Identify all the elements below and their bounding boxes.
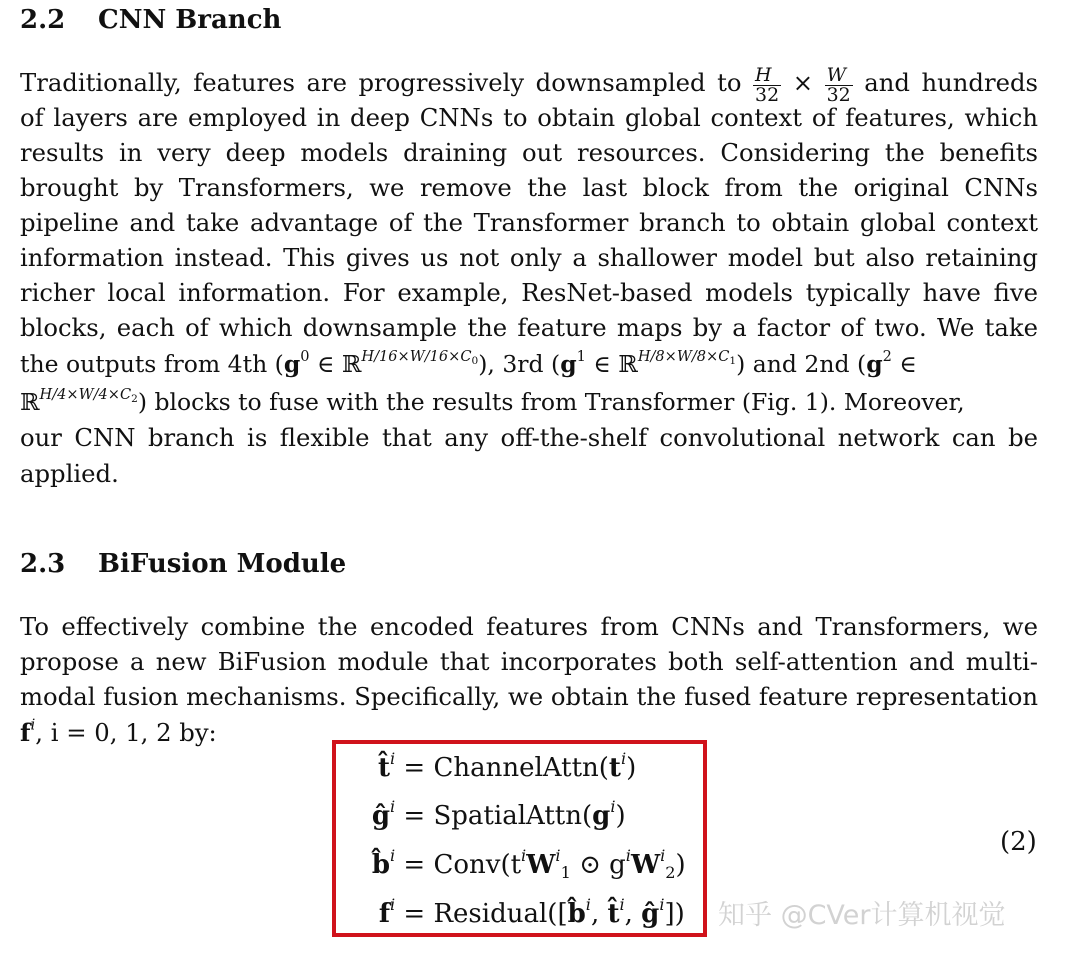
text-run: ) and 2nd ( (736, 350, 867, 378)
eq-close: ) (626, 753, 637, 783)
text-run: the outputs from 4th ( (20, 350, 284, 378)
superscript: i (619, 894, 625, 914)
eq-comma: , (624, 899, 642, 929)
eq-rhs: = SpatialAttn( (395, 801, 593, 831)
math-reals: ℝ (20, 388, 40, 416)
eq-arg: b̂ (567, 899, 586, 929)
superscript: i (610, 796, 616, 816)
math-in-reals: ∈ ℝ (309, 350, 362, 378)
superscript: i (390, 845, 396, 865)
paragraph-line: pipeline and take advantage of the Transformer branch to obtain global context (20, 208, 1038, 237)
superscript: 2 (882, 348, 892, 366)
subscript: 2 (665, 862, 676, 882)
eq-arg: t̂ (607, 899, 620, 929)
superscript: i (620, 748, 627, 768)
paragraph-line: modal fusion mechanisms. Specifically, we obtain the fused feature representation (20, 682, 1038, 711)
exponent: H/4×W/4×C (39, 386, 132, 404)
times-sign: × (792, 68, 814, 97)
exponent: H/8×W/8×C (637, 348, 730, 366)
math-g: g (866, 350, 883, 378)
eq-arg: ĝ (641, 899, 660, 929)
denominator: 32 (755, 84, 780, 107)
exponent: H/16×W/16×C (361, 348, 472, 366)
superscript: i (585, 894, 591, 914)
eq-odot: ⊙ g (570, 850, 626, 880)
section-heading-2-2 (20, 2, 281, 38)
denominator: 32 (826, 84, 851, 107)
numerator: W (825, 66, 853, 86)
section-title: CNN Branch (98, 5, 282, 35)
section-number: 2.2 (20, 5, 66, 35)
paragraph-line: of layers are employed in deep CNNs to obtain global context of features, which (20, 103, 1038, 132)
superscript: i (30, 715, 36, 734)
text-run: ) blocks to fuse with the results from Transformer (Fig. 1). Moreover, (137, 388, 965, 416)
paragraph-line: results in very deep models draining out resources. Considering the benefits (20, 138, 1038, 167)
eq-rhs: = Residual([ (395, 899, 568, 929)
eq-rhs: = ChannelAttn( (395, 753, 609, 783)
eq-lhs: t̂ (377, 753, 390, 783)
eq-close: ) (675, 850, 686, 880)
superscript: 1 (576, 348, 586, 366)
eq-lhs: ĝ (371, 801, 390, 831)
paragraph-line: brought by Transformers, we remove the last block from the original CNNs (20, 173, 1038, 202)
superscript: i (555, 845, 561, 865)
equation-spatial-attn (362, 792, 626, 840)
paragraph-line (20, 64, 1038, 107)
paragraph-line: propose a new BiFusion module that incorporates both self-attention and multi- (20, 647, 1038, 676)
section-title: BiFusion Module (98, 549, 347, 579)
math-g: g (283, 350, 301, 378)
paragraph-line: applied. (20, 459, 119, 488)
paragraph-line: information instead. This gives us not only a shallower model but also retaining (20, 243, 1038, 272)
equation-conv (362, 841, 686, 889)
superscript: i (390, 894, 396, 914)
equation-channel-attn (362, 744, 636, 792)
equation-number: (2) (1000, 827, 1037, 857)
eq-arg: g (592, 801, 611, 831)
eq-weight: W (630, 850, 661, 880)
watermark: 知乎 @CVer计算机视觉 (718, 900, 1006, 931)
equation-residual (362, 890, 685, 938)
eq-comma: , (590, 899, 608, 929)
math-f: f (20, 718, 31, 747)
math-in-reals: ∈ ℝ (585, 350, 638, 378)
eq-lhs: b̂ (371, 850, 390, 880)
text-run: Traditionally, features are progressively downsampled to (20, 68, 742, 97)
paragraph-line: To effectively combine the encoded features from CNNs and Transformers, we (20, 612, 1038, 641)
section-number: 2.3 (20, 549, 66, 579)
eq-lhs: f (378, 899, 390, 929)
exponent-subscript: 0 (471, 355, 479, 368)
superscript: i (390, 748, 396, 768)
superscript: i (521, 845, 527, 865)
text-run: and hundreds (864, 68, 1038, 97)
paragraph-line: richer local information. For example, ResNet-based models typically have five (20, 278, 1038, 307)
paragraph-line (20, 385, 1038, 420)
superscript: i (390, 796, 396, 816)
text-run: ), 3rd ( (478, 350, 561, 378)
text-run: , i = 0, 1, 2 by: (35, 718, 217, 747)
paragraph-line: our CNN branch is flexible that any off-the-shelf convolutional network can be (20, 423, 1038, 452)
superscript: i (659, 894, 665, 914)
superscript: i (660, 845, 666, 865)
numerator: H (753, 66, 781, 86)
eq-close: ]) (664, 899, 685, 929)
subscript: 1 (560, 862, 571, 882)
eq-close: ) (615, 801, 626, 831)
exponent-subscript: 1 (729, 355, 737, 368)
paragraph-line: blocks, each of which downsample the feature maps by a factor of two. We take (20, 313, 1038, 342)
section-heading-2-3 (20, 546, 346, 582)
superscript: i (625, 845, 631, 865)
exponent-subscript: 2 (131, 393, 138, 406)
superscript: 0 (300, 348, 310, 366)
paragraph-line (20, 347, 1038, 382)
eq-weight: W (526, 850, 556, 880)
eq-rhs: = Conv(t (395, 850, 522, 880)
math-in: ∈ (891, 350, 917, 378)
math-g: g (560, 350, 577, 378)
eq-arg: t (608, 753, 621, 783)
